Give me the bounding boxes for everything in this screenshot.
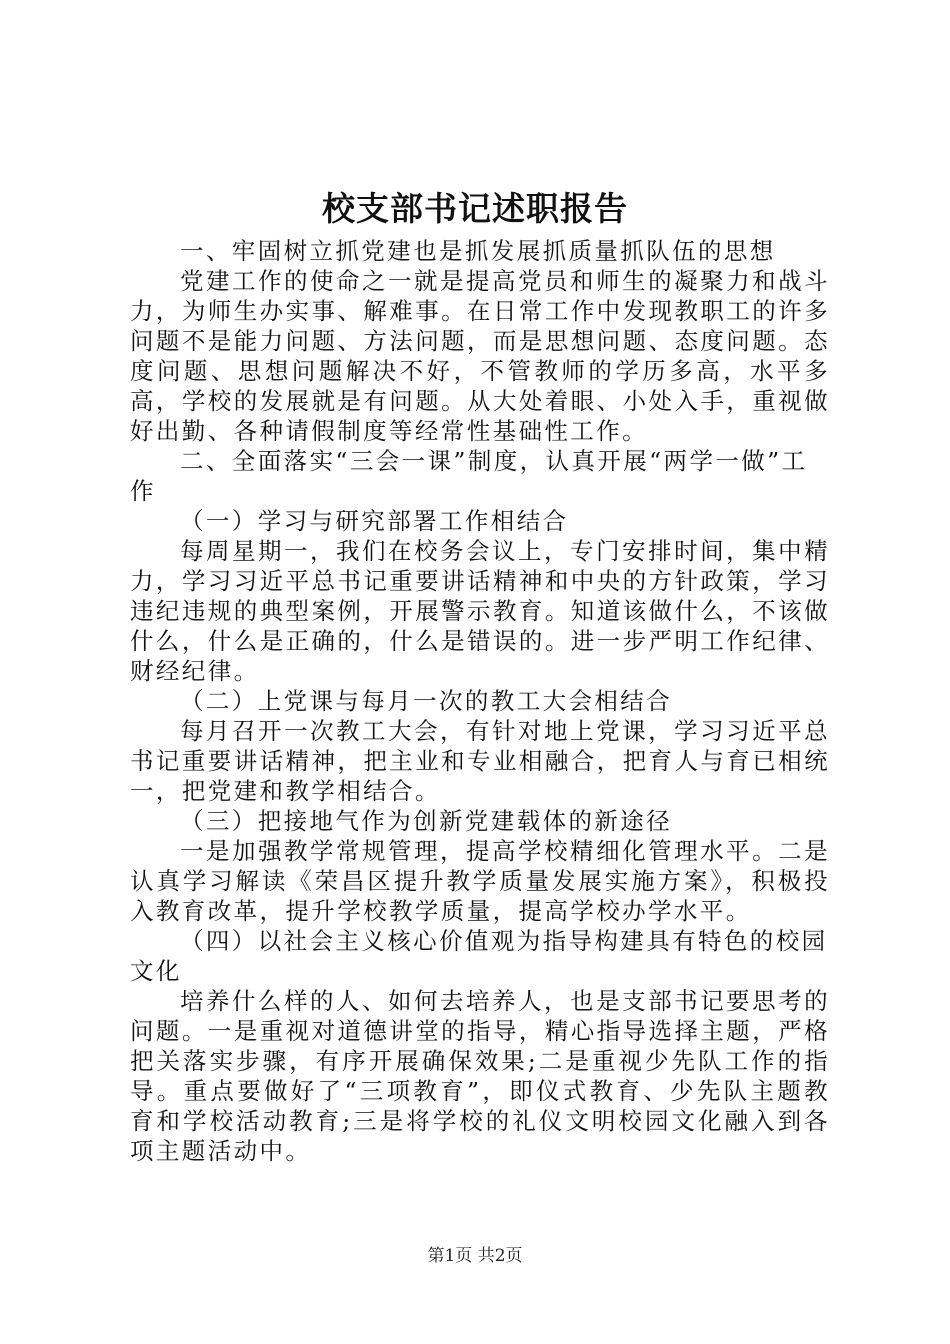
page-footer: 第1页 共2页 [427, 1246, 523, 1266]
paragraph-4: 一是加强教学常规管理，提高学校精细化管理水平。二是认真学习解读《荣昌区提升教学质量发展实施方案》，积极投入教育改革，提升学校教学质量，提高学校办学水平。 [130, 837, 830, 925]
section-heading-2: 二、全面落实“三会一课”制度，认真开展“两学一做”工作 [130, 447, 808, 505]
subsection-heading-4: （四）以社会主义核心价值观为指导构建具有特色的校园文化 [130, 927, 828, 985]
paragraph-3: 每月召开一次教工大会，有针对地上党课，学习习近平总书记重要讲话精神，把主业和专业相融合，把育人与育已相统一，把党建和教学相结合。 [130, 717, 830, 805]
paragraph-2: 每周星期一，我们在校务会议上，专门安排时间，集中精力，学习习近平总书记重要讲话精神和中央的方针政策，学习违纪违规的典型案例，开展警示教育。知道该做什么，不该做什么，什么是正确的，什么是错误的。进一步严明工作纪律、财经纪律。 [130, 537, 830, 685]
subsection-heading-3: （三）把接地气作为创新党建载体的新途径 [180, 807, 673, 835]
document-body [130, 236, 830, 1166]
subsection-heading-1: （一）学习与研究部署工作相结合 [180, 507, 569, 535]
paragraph-1: 党建工作的使命之一就是提高党员和师生的凝聚力和战斗力，为师生办实事、解难事。在日常工作中发现教职工的许多问题不是能力问题、方法问题，而是思想问题、态度问题。态度问题、思想问题解决不好，不管教师的学历多高，水平多高，学校的发展就是有问题。从大处着眼、小处入手，重视做好出勤、各种请假制度等经常性基础性工作。 [130, 267, 830, 445]
subsection-heading-2: （二）上党课与每月一次的教工大会相结合 [180, 687, 673, 715]
document-title: 校支部书记述职报告 [322, 189, 628, 228]
section-heading-1: 一、牢固树立抓党建也是抓发展抓质量抓队伍的思想 [180, 237, 776, 265]
paragraph-5: 培养什么样的人、如何去培养人，也是支部书记要思考的问题。一是重视对道德讲堂的指导，精心指导选择主题，严格把关落实步骤，有序开展确保效果;二是重视少先队工作的指导。重点要做好了“三项教育”，即仪式教育、少先队主题教育和学校活动教育;三是将学校的礼仪文明校园文化融入到各项主题活动中。 [130, 987, 830, 1165]
